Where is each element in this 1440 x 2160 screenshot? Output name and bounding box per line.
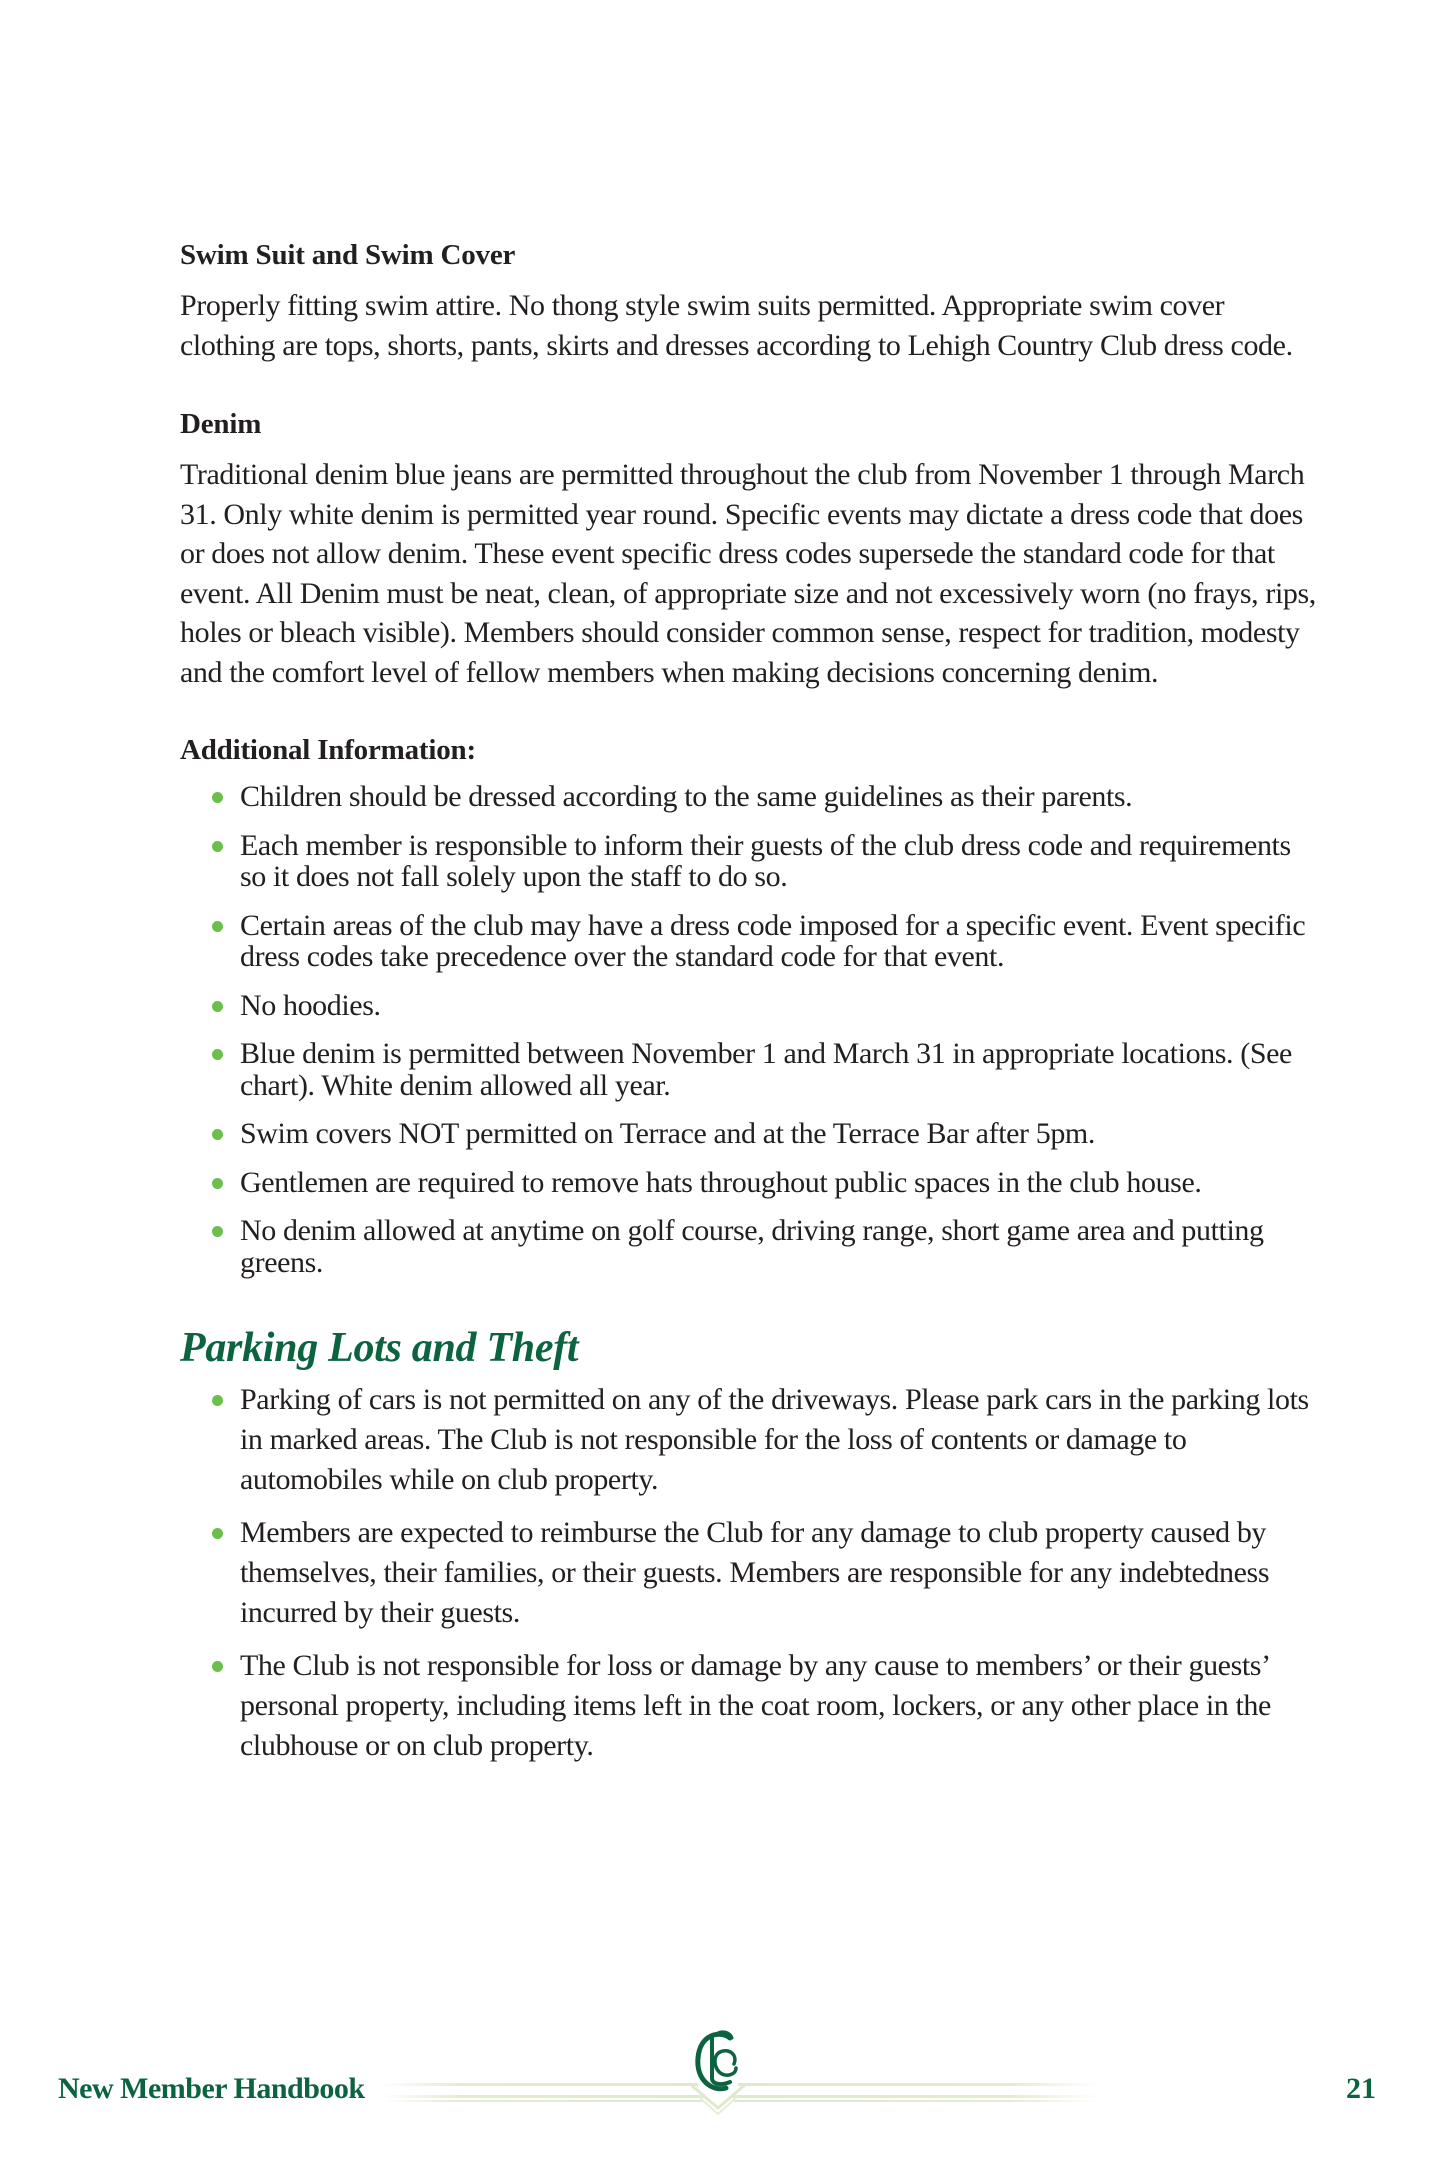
page-content [180, 238, 1320, 1766]
list-item-text: Children should be dressed according to the same guidelines as their parents. [240, 780, 1133, 813]
additional-info-heading: Additional Information: [180, 734, 476, 766]
swim-heading: Swim Suit and Swim Cover [180, 239, 516, 271]
list-item [180, 1380, 1320, 1500]
list-item-text: Each member is responsible to inform their guests of the club dress code and requirements so it does not fall solely upon the staff to do so. [240, 828, 1291, 893]
list-item [180, 910, 1320, 973]
bullet-icon [212, 1226, 223, 1237]
list-item [180, 1038, 1320, 1101]
footer-handbook-title: New Member Handbook [58, 2072, 365, 2105]
parking-list [180, 1380, 1320, 1766]
list-item [180, 1118, 1320, 1150]
list-item-text: The Club is not responsible for loss or damage by any cause to members’ or their guests’ personal property, including items left in the coat room, lockers, or any other place in the clubhouse or on club property. [240, 1649, 1271, 1762]
denim-heading: Denim [180, 408, 262, 440]
bullet-icon [212, 1178, 223, 1189]
bullet-icon [212, 792, 223, 803]
bullet-icon [212, 841, 223, 852]
bullet-icon [212, 1049, 223, 1060]
list-item-text: No hoodies. [240, 988, 381, 1022]
list-item-text: Certain areas of the club may have a dress code imposed for a specific event. Event specific dress codes take precedence over the standard code for that event. [240, 908, 1306, 973]
list-item-text: Swim covers NOT permitted on Terrace and at the Terrace Bar after 5pm. [240, 1117, 1095, 1150]
list-item [180, 1513, 1320, 1633]
list-item [180, 1646, 1320, 1766]
list-item [180, 830, 1320, 893]
page-number: 21 [1346, 2072, 1376, 2105]
list-item-text: Members are expected to reimburse the Club for any damage to club property caused by themselves, their families, or their guests. Members are responsible for any indebtedness incurred by their guests. [240, 1516, 1270, 1629]
denim-body: Traditional denim blue jeans are permitted throughout the club from November 1 through March 31. Only white denim is permitted year round. Specific events may dictate a dress code that does or does not allow denim. These event specific dress codes supersede the standard code for that event. All Denim must be neat, clean, of appropriate size and not excessively worn (no frays, rips, holes or bleach visible). Members should consider common sense, respect for tradition, modesty and the comfort level of fellow members when making decisions concerning denim. [180, 458, 1316, 689]
bullet-icon [212, 1661, 223, 1672]
list-item-text: Blue denim is permitted between November 1 and March 31 in appropriate locations. (See chart). White denim allowed all year. [240, 1037, 1292, 1102]
bullet-icon [212, 1001, 223, 1012]
bullet-icon [212, 1395, 223, 1406]
bullet-icon [212, 921, 223, 932]
list-item-text: No denim allowed at anytime on golf course, driving range, short game area and putting greens. [240, 1214, 1264, 1279]
list-item-text: Gentlemen are required to remove hats throughout public spaces in the club house. [240, 1165, 1202, 1199]
additional-info-list [180, 781, 1320, 1278]
list-item-text: Parking of cars is not permitted on any of the driveways. Please park cars in the parking lots in marked areas. The Club is not responsible for the loss of contents or damage to automobiles while on club property. [240, 1383, 1309, 1496]
list-item [180, 1215, 1320, 1278]
bullet-icon [212, 1129, 223, 1140]
list-item [180, 1167, 1320, 1199]
bullet-icon [212, 1528, 223, 1539]
parking-section-title: Parking Lots and Theft [180, 1325, 579, 1371]
swim-body: Properly fitting swim attire. No thong style swim suits permitted. Appropriate swim cover clothing are tops, shorts, pants, skirts and dresses according to Lehigh Country Club dress code. [180, 289, 1293, 362]
list-item [180, 990, 1320, 1022]
lcc-monogram-icon [690, 2028, 746, 2098]
list-item [180, 781, 1320, 813]
